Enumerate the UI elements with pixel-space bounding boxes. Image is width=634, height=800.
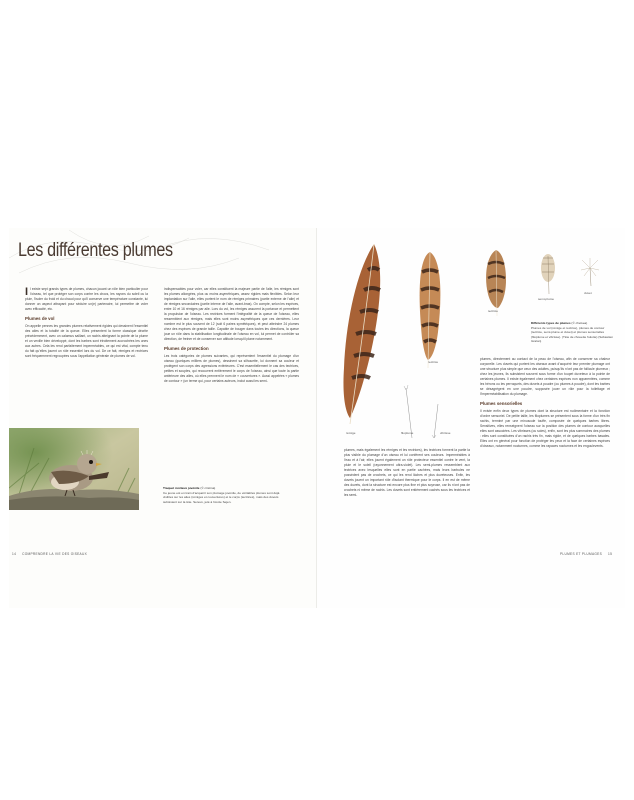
col2-paragraph: indispensables pour voler, car elles constituent la majeure partie de l'aile, les rémiges sont les plumes allongées, plus ou moins asymétriques, assez rigides mais flexibles. Selon leur implantation sur l'aile, elles portent le nom de rémiges primaires (partie externe de l'aile) et de rémiges secondaires (partie interne de l'aile, avant-bras). On compte, selon les espèces, entre 10 et 16 rémiges par aile. Lors du vol, les rémiges assurent la portance et permettent la propulsion de l'oiseau. Les rectrices forment l'intégralité de la queue de l'oiseau, elles ressemblent aux rémiges, mais elles sont moins asymétriques que ces dernières. Leur nombre est le plus souvent de 12 (soit 6 paires symétriques), et peut atteindre 24 plumes chez des espèces de grande taille. Capable de bouger dans toutes les directions, la queue joue un rôle dans la stabilisation longitudinale de l'oiseau en vol, lui permet de contrôler sa direction, de freiner et de conserver son altitude lorsqu'il plane notamment. <box>164 287 299 341</box>
caption-text: Ce jeune est en train d'acquérir son plumage juvénile, de véritables plumes sont déjà visibles sur les ailes (rémiges et couvertures) et le corps (tectrices), mais des duvets subsistent sur la tête. Sereux, jeté à l'école Sejen. <box>163 490 280 504</box>
semi-plume-feather <box>541 254 555 294</box>
page-title: Les différentes plumes <box>18 240 173 261</box>
caption-title: Traquet motteux juvénile <box>163 486 200 490</box>
rectrice-feather <box>420 252 441 368</box>
col4-paragraph: plumes, directement au contact de la peau de l'oiseau, afin de conserver sa chaleur corporelle. Les duvets qui portent les oiseaux avant d'acquérir leur premier plumage ont une structure plus simple que ceux des adultes, puisqu'ils n'ont pas de follicule plumeux ; chez les jeunes, ils subsistent souvent sous forme d'un toupet duveteux à la pointe de certaines plumes. Il existe également chez certaines espèces non apparentées, comme les hérons ou les perroquets, des duvets à poudre (ou plumes à poudre), dont les barbes se désagrègent en une poudre, supposée jouer un rôle pour la toilettage et l'imperméabilisation du plumage. <box>480 357 610 396</box>
duvet-feather <box>581 258 599 286</box>
figure-caption-text: Plumes de vol (rémige et rectrice), plumes de contour (tectrice, semi-plume et duvet) et plumes sensorielles (filoplume et vibrisse). (Tête de chouette hulotte) (Sébastien Gralon) <box>531 325 614 344</box>
intro-paragraph <box>25 287 148 312</box>
label-filoplume: filoplume <box>401 431 414 435</box>
running-head-left: COMPRENDRE LA VIE DES OISEAUX <box>22 552 88 556</box>
label-tectrice: tectrice <box>488 309 498 313</box>
folio-left <box>12 552 87 556</box>
label-rectrice: rectrice <box>428 360 439 364</box>
tectrice-feather <box>486 250 506 316</box>
section-3-text: Il existe enfin deux types de plumes dont la structure est rudimentaire et la fonction d'ordre sensoriel. De petite taille, les filoplumes se présentent sous la forme d'un très fin rachis, terminé par une minuscule touffe, composée de quelques barbes libres. Sensitives, elles renseignent l'oiseau sur la position des plumes de contour auxquelles elles sont associées. Les vibrisses (ou soies), enfin, sont les plus sommaires des plumes : elles sont constituées d'un rachis très fin, mais rigide, et de quelques barbes basales. Elles ont en général pour fonction de protéger les yeux et la face de certaines espèces d'oiseaux, notamment nocturnes, comme les rapaces nocturnes et les engoulevents. <box>480 409 610 448</box>
column-2 <box>164 287 299 387</box>
label-duvet: duvet <box>584 291 592 295</box>
page-number-left: 14 <box>12 552 17 556</box>
running-head-right: PLUMES ET PLUMAGES <box>560 552 603 556</box>
col3-paragraph: plumes, mais également les rémiges et les rectrices), les tectrices forment la partie la plus visible du plumage d'un oiseau et lui confèrent ses couleurs. Imperméables à l'eau et à l'air, elles jouent également un rôle protecteur essentiel contre le vent, la pluie et le soleil (rayonnement ultra-violet). Les semi-plumes ressemblent aux tectrices avec lesquelles elles sont en partie cachées, mais leurs barbules ne possèdent pas de crochets, ce qui les rend lâches et plus duveteuses. Enfin, les duvets jouent un important rôle d'isolant thermique pour le corps. Il en est de même des duvets, dont la structure est encore plus fine et plus soyeuse, car ils n'ont pas de crochets ni même de rachis. Les duvets sont entièrement cachés sous les tectrices et les semi- <box>344 448 470 497</box>
vibrisse-feather <box>432 404 438 438</box>
section-2-text: Les trois catégories de plumes suivantes, qui représentent l'essentiel du plumage d'un oiseau (quelques milliers de plumes), dessinent sa silhouette, lui donnent sa couleur et protègent son corps des agressions extérieures. C'est essentiellement le cas des tectrices, petites et souples, qui recouvrent entièrement le corps de l'oiseau, ainsi que toute la partie antérieure des ailes, où elles prennent le nom de « couvertures ». Aussi appelées « plumes de contour » (un terme qui, pour certains auteurs, inclut aussi les semi- <box>164 354 299 383</box>
remige-feather <box>343 244 380 424</box>
section-1-text: On appelle pennes les grandes plumes relativement rigides qui dessinent l'essentiel des ailes et la totalité de la queue. Elles présentent la forme classique décrite précédemment, avec un calamus saillant, un rachis atteignant la pointe de la plume et un vexille bien développé, dont les barbes sont étroitement accrochées les unes aux autres. Cela les rend parfaitement imperméables, ce qui est vital, compte tenu du fait qu'elles jouent un rôle essentiel lors du vol. De ce fait, rémiges et rectrices sont fréquemment regroupées sous l'appellation générale de plumes de vol. <box>25 324 148 358</box>
heading-plumes-sensorielles: Plumes sensorielles <box>480 401 523 406</box>
column-3 <box>344 448 470 501</box>
figure-caption-credit: (© chelsea) <box>571 321 588 325</box>
column-4 <box>480 357 610 452</box>
label-vibrisse: vibrisse <box>440 431 451 435</box>
heading-plumes-de-vol: Plumes de vol <box>25 316 55 321</box>
page-number-right: 15 <box>608 552 613 556</box>
figure-caption-title: Différents types de plumes <box>531 321 571 325</box>
label-remige: rémige <box>346 431 356 435</box>
intro-text: l existe sept grands types de plumes, chacun jouant un rôle bien particulier pour l'oiseau, tel que protéger son corps contre les chocs, les rayons du soleil ou la pluie, l'isoler du froid et du chaud pour qu'il conserve une température constante, lui donner un aspect attrayant pour séduire un(e) partenaire, lui permettre de voler avec efficacité, etc. <box>25 287 148 311</box>
folio-right <box>560 552 612 556</box>
column-1 <box>25 287 148 362</box>
heading-plumes-de-protection: Plumes de protection <box>164 346 209 351</box>
label-semi-plume: semi-plume <box>538 297 554 301</box>
juvenile-bird-photo <box>9 428 139 510</box>
caption-credit: (© cristina) <box>200 486 216 490</box>
figure-caption <box>531 321 617 344</box>
left-page <box>9 228 317 608</box>
drop-cap: I <box>25 286 29 298</box>
photo-caption <box>163 486 283 504</box>
